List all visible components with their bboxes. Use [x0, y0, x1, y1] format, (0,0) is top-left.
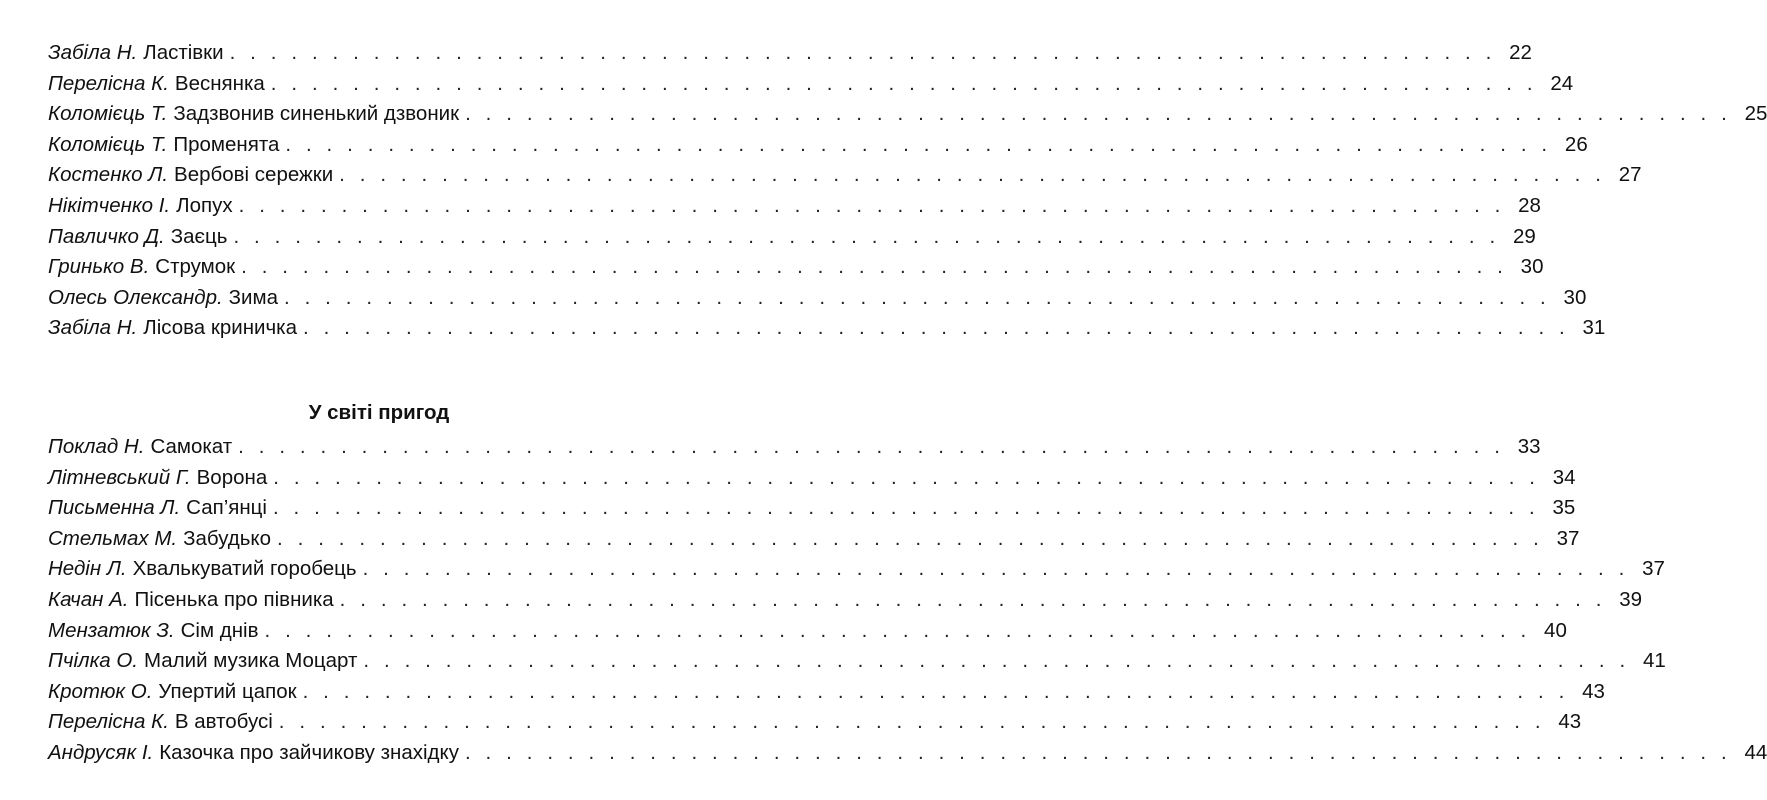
entry-author: Стельмах М. [48, 526, 178, 550]
entry-page-number: 29 [1512, 224, 1536, 248]
entry-title: Лісова криничка [143, 316, 297, 340]
toc-section-poems [48, 38, 1767, 344]
dot-leader: . . . . . . . . . . . . . . . . . . . . . . . . . . . . . . . . . . . . . . . . . . . . . . . . . . . . . . . . . . . . . . [362, 557, 1629, 581]
entry-title: Заєць [170, 224, 228, 248]
entry-author: Коломієць Т. [48, 102, 168, 126]
entry-title: Веснянка [174, 71, 265, 95]
toc-entry [48, 283, 1587, 314]
toc-entry [48, 252, 1544, 283]
toc-entry [48, 616, 1567, 647]
dot-leader: . . . . . . . . . . . . . . . . . . . . . . . . . . . . . . . . . . . . . . . . . . . . . . . . . . . . . . . . . . . . . . [270, 71, 1538, 95]
entry-title: Малий музика Моцарт [144, 649, 358, 673]
entry-title: Казочка про зайчикову знахідку [159, 740, 459, 764]
entry-page-number: 26 [1564, 132, 1588, 156]
toc-entry [48, 222, 1536, 253]
section-heading: У світі пригод [308, 401, 450, 424]
entry-page-number: 43 [1558, 710, 1582, 734]
entry-author: Андрусяк І. [48, 740, 154, 764]
dot-leader: . . . . . . . . . . . . . . . . . . . . . . . . . . . . . . . . . . . . . . . . . . . . . . . . . . . . . . . . . . . . . . [241, 255, 1508, 279]
entry-author: Нікітченко І. [48, 193, 171, 217]
entry-author: Павличко Д. [48, 224, 165, 248]
dot-leader: . . . . . . . . . . . . . . . . . . . . . . . . . . . . . . . . . . . . . . . . . . . . . . . . . . . . . . . . . . . . . . [285, 132, 1552, 156]
entry-page-number: 30 [1563, 285, 1587, 309]
toc-entry [48, 160, 1642, 191]
entry-page-number: 28 [1518, 193, 1541, 217]
entry-author: Забіла Н. [48, 41, 138, 64]
entry-page-number: 22 [1509, 41, 1532, 64]
dot-leader: . . . . . . . . . . . . . . . . . . . . . . . . . . . . . . . . . . . . . . . . . . . . . . . . . . . . . . . . . . . . . . [284, 285, 1551, 309]
entry-title: В автобусі [174, 710, 273, 734]
entry-title: Ворона [196, 465, 268, 489]
toc-entry [48, 313, 1606, 344]
toc-entry [48, 738, 1767, 769]
dot-leader: . . . . . . . . . . . . . . . . . . . . . . . . . . . . . . . . . . . . . . . . . . . . . . . . . . . . . . . . . . . . . . [302, 316, 1570, 340]
toc-entry [48, 130, 1588, 161]
entry-title: Сім днів [180, 618, 259, 642]
dot-leader: . . . . . . . . . . . . . . . . . . . . . . . . . . . . . . . . . . . . . . . . . . . . . . . . . . . . . . . . . . . . . . [465, 102, 1732, 126]
entry-author: Перелісна К. [48, 710, 169, 734]
entry-title: Вербові сережки [174, 163, 334, 187]
dot-leader: . . . . . . . . . . . . . . . . . . . . . . . . . . . . . . . . . . . . . . . . . . . . . . . . . . . . . . . . . . . . . . [339, 163, 1606, 187]
toc-entry [48, 69, 1574, 100]
dot-leader: . . . . . . . . . . . . . . . . . . . . . . . . . . . . . . . . . . . . . . . . . . . . . . . . . . . . . . . . . . . . . . [273, 465, 1540, 489]
entry-author: Письменна Л. [48, 496, 181, 520]
entry-title: Задзвонив синенький дзвоник [173, 102, 460, 126]
entry-title: Хвалькуватий горобець [132, 557, 357, 581]
dot-leader: . . . . . . . . . . . . . . . . . . . . . . . . . . . . . . . . . . . . . . . . . . . . . . . . . . . . . . . . . . . . . . [277, 526, 1544, 550]
dot-leader: . . . . . . . . . . . . . . . . . . . . . . . . . . . . . . . . . . . . . . . . . . . . . . . . . . . . . . . . . . . . . . [464, 740, 1732, 764]
dot-leader: . . . . . . . . . . . . . . . . . . . . . . . . . . . . . . . . . . . . . . . . . . . . . . . . . . . . . . . . . . . . . . [238, 435, 1505, 458]
toc-section-adventures [48, 398, 1767, 769]
entry-author: Костенко Л. [48, 163, 169, 187]
dot-leader: . . . . . . . . . . . . . . . . . . . . . . . . . . . . . . . . . . . . . . . . . . . . . . . . . . . . . . . . . . . . . . [272, 496, 1540, 520]
entry-page-number: 25 [1744, 102, 1767, 126]
entry-page-number: 41 [1642, 649, 1666, 673]
entry-title: Ластівки [143, 41, 224, 64]
entry-author: Олесь Олександр. [48, 285, 223, 309]
toc-entry [48, 432, 1541, 463]
entry-page-number: 30 [1520, 255, 1544, 279]
dot-leader: . . . . . . . . . . . . . . . . . . . . . . . . . . . . . . . . . . . . . . . . . . . . . . . . . . . . . . . . . . . . . . [363, 649, 1630, 673]
dot-leader: . . . . . . . . . . . . . . . . . . . . . . . . . . . . . . . . . . . . . . . . . . . . . . . . . . . . . . . . . . . . . . [264, 618, 1531, 642]
entry-author: Літневський Г. [48, 465, 191, 489]
entry-page-number: 33 [1517, 435, 1541, 458]
entry-author: Забіла Н. [48, 316, 138, 340]
entry-page-number: 35 [1552, 496, 1576, 520]
dot-leader: . . . . . . . . . . . . . . . . . . . . . . . . . . . . . . . . . . . . . . . . . . . . . . . . . . . . . . . . . . . . . . [233, 224, 1500, 248]
entry-page-number: 37 [1642, 557, 1665, 581]
toc-entry [48, 38, 1532, 69]
toc-entry [48, 493, 1576, 524]
toc-entry [48, 463, 1576, 494]
dot-leader: . . . . . . . . . . . . . . . . . . . . . . . . . . . . . . . . . . . . . . . . . . . . . . . . . . . . . . . . . . . . . . [339, 587, 1607, 611]
entry-author: Коломієць Т. [48, 132, 168, 156]
toc-entry [48, 585, 1643, 616]
dot-leader: . . . . . . . . . . . . . . . . . . . . . . . . . . . . . . . . . . . . . . . . . . . . . . . . . . . . . . . . . . . . . . [229, 41, 1496, 64]
entry-page-number: 27 [1618, 163, 1642, 187]
toc-entry [48, 677, 1605, 708]
entry-title: Зима [228, 285, 278, 309]
toc-entry [48, 524, 1580, 555]
entry-author: Поклад Н. [48, 435, 145, 458]
toc-entry [48, 99, 1767, 130]
entry-author: Кротюк О. [48, 679, 153, 703]
entry-author: Качан А. [48, 587, 129, 611]
toc-entry [48, 191, 1541, 222]
entry-title: Променята [173, 132, 280, 156]
dot-leader: . . . . . . . . . . . . . . . . . . . . . . . . . . . . . . . . . . . . . . . . . . . . . . . . . . . . . . . . . . . . . . [302, 679, 1569, 703]
entry-title: Забудько [183, 526, 272, 550]
entry-page-number: 43 [1582, 679, 1605, 703]
entry-title: Упертий цапок [158, 679, 297, 703]
entry-title: Пісенька про півника [134, 587, 334, 611]
dot-leader: . . . . . . . . . . . . . . . . . . . . . . . . . . . . . . . . . . . . . . . . . . . . . . . . . . . . . . . . . . . . . . [238, 193, 1505, 217]
dot-leader: . . . . . . . . . . . . . . . . . . . . . . . . . . . . . . . . . . . . . . . . . . . . . . . . . . . . . . . . . . . . . . [278, 710, 1546, 734]
entry-page-number: 34 [1552, 465, 1576, 489]
toc-entry [48, 554, 1665, 585]
toc-entry [48, 707, 1582, 738]
entry-author: Мензатюк З. [48, 618, 175, 642]
entry-page-number: 40 [1544, 618, 1567, 642]
entry-author: Пчілка О. [48, 649, 138, 673]
entry-page-number: 39 [1619, 587, 1643, 611]
entry-page-number: 37 [1556, 526, 1580, 550]
entry-title: Сап’янці [186, 496, 267, 520]
entry-author: Перелісна К. [48, 71, 169, 95]
entry-page-number: 24 [1550, 71, 1574, 95]
entry-title: Лопух [176, 193, 233, 217]
entry-title: Самокат [150, 435, 233, 458]
entry-page-number: 31 [1582, 316, 1606, 340]
toc-entry [48, 646, 1666, 677]
entry-author: Гринько В. [48, 255, 150, 279]
entry-page-number: 44 [1744, 740, 1767, 764]
entry-author: Недін Л. [48, 557, 127, 581]
entry-title: Струмок [155, 255, 236, 279]
